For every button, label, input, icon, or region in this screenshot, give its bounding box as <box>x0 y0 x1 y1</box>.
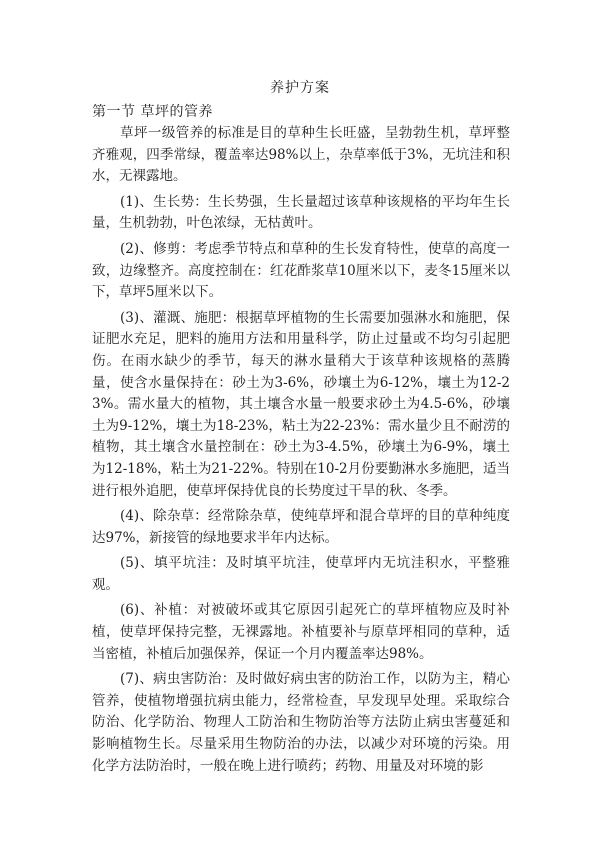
paragraph-intro: 草坪一级管养的标准是目的草种生长旺盛，呈勃勃生机，草坪整齐雅观，四季常绿，覆盖率达98%以上，杂草率低于3%，无坑洼和积水，无裸露地。 <box>92 125 510 185</box>
paragraph-weeding: (4)、除杂草：经常除杂草，使纯草坪和混合草坪的目的草种纯度达97%，新接管的绿地要求半年内达标。 <box>92 508 510 546</box>
document-body <box>92 123 510 781</box>
document-title: 养护方案 <box>270 80 330 96</box>
paragraph-leveling: (5)、填平坑洼：及时填平坑洼，使草坪内无坑洼积水，平整雅观。 <box>92 555 510 593</box>
paragraph-mowing: (2)、修剪：考虑季节特点和草种的生长发育特性，使草的高度一致，边缘整齐。高度控制在：红花酢浆草10厘米以下，麦冬15厘米以下，草坪5厘米以下。 <box>92 240 510 301</box>
paragraph-replanting: (6)、补植：对被破坏或其它原因引起死亡的草坪植物应及时补植，使草坪保持完整，无裸露地。补植要补与原草坪相同的草种，适当密植，补植后加强保养，保证一个月内覆盖率达98%。 <box>92 602 510 662</box>
section-heading: 第一节 草坪的管养 <box>92 104 213 120</box>
paragraph-pest-control: (7)、病虫害防治：及时做好病虫害的防治工作，以防为主，精心管养，使植物增强抗病虫能力，经常检查，早发现早处理。采取综合防治、化学防治、物理人工防治和生物防治等方法防止病虫害蔓延和影响植物生长。尽量采用生物防治的办法，以减少对环境的污染。用化学方法防治时，一般在晚上进行喷药；药物、用量及对环境的影 <box>92 671 510 774</box>
paragraph-irrigation: (3)、灌溉、施肥：根据草坪植物的生长需要加强淋水和施肥，保证肥水充足，肥料的施用方法和用量科学，防止过量或不均匀引起肥伤。在雨水缺少的季节，每天的淋水量稍大于该草种该规格的蒸腾量，使含水量保持在：砂土为3-6%，砂壤土为6-12%，壤土为12-23%。需水量大的植物，其土壤含水量一般要求砂土为4.5-6%，砂壤土为9-12%，壤土为18-23%，粘土为22-23%：需水量少且不耐涝的植物，其土壤含水量控制在：砂土为3-4.5%，砂壤土为6-9%，壤土为12-18%，粘土为21-22%。特别在10-2月份要勤淋水多施肥，适当进行根外追肥，使草坪保持优良的长势度过干旱的秋、冬季。 <box>92 309 510 499</box>
paragraph-growth: (1)、生长势：生长势强，生长量超过该草种该规格的平均年生长量，生机勃勃，叶色浓绿，无枯黄叶。 <box>92 193 510 232</box>
